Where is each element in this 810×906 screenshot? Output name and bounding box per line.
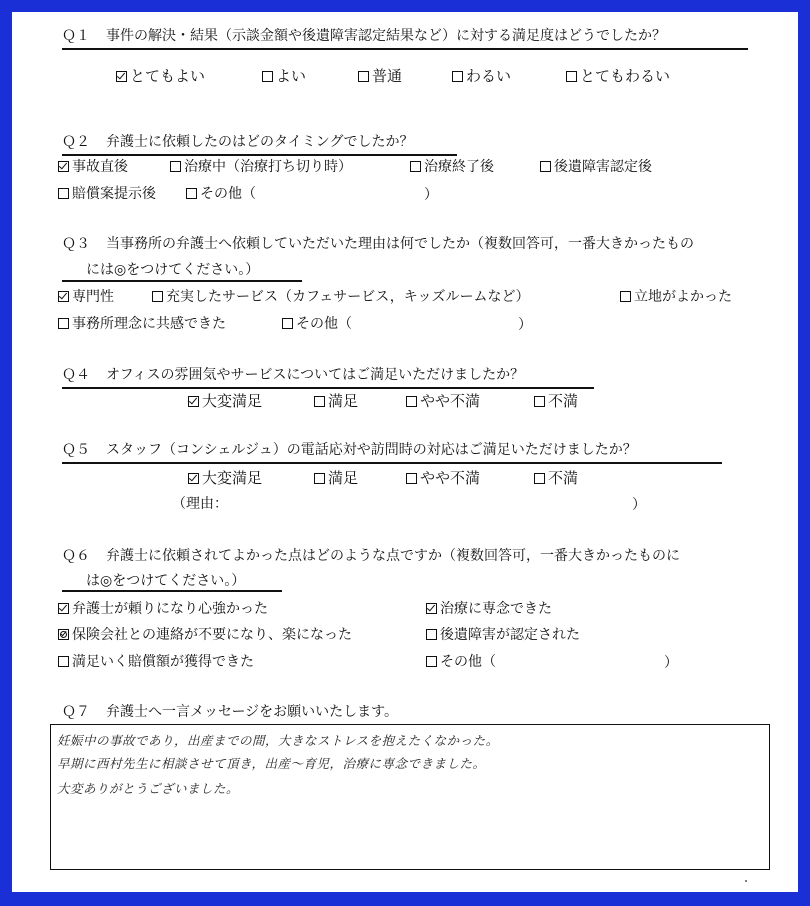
q3-title-line2: には◎をつけてください。）: [86, 262, 260, 278]
q5-option-1[interactable]: 満足: [314, 468, 358, 488]
q1-number: Ｑ１: [62, 28, 90, 44]
q6-underline: [62, 590, 282, 592]
q1-option-3[interactable]: わるい: [452, 66, 511, 86]
q1-option-4[interactable]: とてもわるい: [566, 66, 670, 86]
q7-number: Ｑ７: [62, 704, 90, 720]
checkbox-icon[interactable]: [186, 188, 197, 199]
q5-option-3[interactable]: 不満: [534, 468, 578, 488]
checkbox-icon[interactable]: [314, 396, 325, 407]
checkbox-icon[interactable]: [534, 473, 545, 484]
message-line-2: 早期に西村先生に相談させて頂き，出産〜育児，治療に専念できました。: [57, 756, 486, 771]
q2-option-4[interactable]: 賠償案提示後: [58, 184, 156, 204]
checkbox-icon[interactable]: [170, 161, 181, 172]
q1-underline: [62, 48, 748, 50]
q2-number: Ｑ２: [62, 134, 90, 150]
q3-close-paren: ）: [518, 317, 532, 333]
checkbox-icon[interactable]: [188, 473, 199, 484]
checkbox-icon[interactable]: [58, 603, 69, 614]
q6-option-4[interactable]: 満足いく賠償額が獲得できた: [58, 652, 254, 672]
q2-option-3[interactable]: 後遺障害認定後: [540, 157, 652, 177]
checkbox-icon[interactable]: [452, 71, 463, 82]
q2-option-5[interactable]: その他（: [186, 184, 256, 204]
q1-text: 事件の解決・結果（示談金額や後遺障害認定結果など）に対する満足度はどうでしたか？: [106, 28, 666, 44]
q2-option-1[interactable]: 治療中（治療打ち切り時）: [170, 157, 352, 177]
q6-number: Ｑ６: [62, 548, 90, 564]
q7-text: 弁護士へ一言メッセージをお願いいたします。: [106, 704, 399, 720]
q6-option-3[interactable]: 後遺障害が認定された: [426, 625, 580, 645]
checkbox-icon[interactable]: [116, 71, 127, 82]
q1-option-0[interactable]: とてもよい: [116, 66, 205, 86]
q3-option-2[interactable]: 立地がよかった: [620, 287, 732, 307]
q6-option-0[interactable]: 弁護士が頼りになり心強かった: [58, 599, 268, 619]
q2-title: [62, 132, 413, 152]
checkbox-icon[interactable]: [58, 629, 69, 640]
q3-option-1[interactable]: 充実したサービス（カフェサービス，キッズルームなど）: [152, 287, 529, 307]
checkbox-icon[interactable]: [406, 473, 417, 484]
q2-text: 弁護士に依頼したのはどのタイミングでしたか？: [106, 134, 414, 150]
q2-underline: [62, 154, 457, 156]
checkbox-icon[interactable]: [58, 318, 69, 329]
q6-option-2[interactable]: 保険会社との連絡が不要になり、楽になった: [58, 625, 352, 645]
q4-title: [62, 365, 524, 385]
q6-option-1[interactable]: 治療に専念できた: [426, 599, 552, 619]
checkbox-icon[interactable]: [58, 656, 69, 667]
q2-option-0[interactable]: 事故直後: [58, 157, 128, 177]
q4-underline: [62, 387, 594, 389]
q6-title-line2: は◎をつけてください。）: [86, 573, 246, 589]
checkbox-icon[interactable]: [358, 71, 369, 82]
q6-option-5[interactable]: その他（: [426, 652, 496, 672]
q3-option-4[interactable]: その他（: [282, 314, 352, 334]
checkbox-icon[interactable]: [426, 603, 437, 614]
checkbox-icon[interactable]: [282, 318, 293, 329]
q5-close-paren: ）: [632, 497, 646, 513]
message-box[interactable]: [50, 724, 770, 870]
q3-option-3[interactable]: 事務所理念に共感できた: [58, 314, 226, 334]
checkbox-icon[interactable]: [58, 291, 69, 302]
checkbox-icon[interactable]: [262, 71, 273, 82]
checkbox-icon[interactable]: [188, 396, 199, 407]
checkbox-icon[interactable]: [58, 188, 69, 199]
checkbox-icon[interactable]: [620, 291, 631, 302]
q5-option-0[interactable]: 大変満足: [188, 468, 262, 488]
q4-number: Ｑ４: [62, 367, 90, 383]
message-line-3: 大変ありがとうございました。: [57, 781, 240, 796]
q6-close-paren: ）: [664, 655, 678, 671]
speck-dot: [745, 880, 747, 882]
q5-text: スタッフ（コンシェルジュ）の電話応対や訪問時の対応はご満足いただけましたか？: [106, 442, 637, 458]
q1-option-2[interactable]: 普通: [358, 66, 402, 86]
q3-text-line1: 当事務所の弁護士へ依頼していただいた理由は何でしたか（複数回答可，一番大きかったもの: [106, 236, 694, 252]
q4-option-2[interactable]: やや不満: [406, 391, 480, 411]
q4-option-0[interactable]: 大変満足: [188, 391, 262, 411]
checkbox-icon[interactable]: [58, 161, 69, 172]
q3-option-0[interactable]: 専門性: [58, 287, 114, 307]
checkbox-icon[interactable]: [566, 71, 577, 82]
survey-sheet: [12, 12, 798, 892]
checkbox-icon[interactable]: [152, 291, 163, 302]
checkbox-icon[interactable]: [426, 629, 437, 640]
q6-text-line1: 弁護士に依頼されてよかった点はどのような点ですか（複数回答可，一番大きかったものに: [106, 548, 680, 564]
q1-option-1[interactable]: よい: [262, 66, 306, 86]
q4-option-1[interactable]: 満足: [314, 391, 358, 411]
q2-close-paren: ）: [424, 187, 438, 203]
q5-option-2[interactable]: やや不満: [406, 468, 480, 488]
q3-title: [62, 234, 694, 254]
q5-underline: [62, 462, 722, 464]
q4-option-3[interactable]: 不満: [534, 391, 578, 411]
q3-underline: [62, 280, 302, 282]
checkbox-icon[interactable]: [426, 656, 437, 667]
q5-reason-label: （理由：: [172, 496, 228, 512]
q4-text: オフィスの雰囲気やサービスについてはご満足いただけましたか？: [106, 367, 525, 383]
q3-number: Ｑ３: [62, 236, 90, 252]
q5-title: [62, 440, 637, 460]
checkbox-icon[interactable]: [540, 161, 551, 172]
q7-title: [62, 702, 398, 722]
message-line-1: 妊娠中の事故であり，出産までの間，大きなストレスを抱えたくなかった。: [57, 733, 499, 748]
checkbox-icon[interactable]: [534, 396, 545, 407]
checkbox-icon[interactable]: [410, 161, 421, 172]
q5-number: Ｑ５: [62, 442, 90, 458]
checkbox-icon[interactable]: [314, 473, 325, 484]
q2-option-2[interactable]: 治療終了後: [410, 157, 494, 177]
checkbox-icon[interactable]: [406, 396, 417, 407]
q6-title: [62, 546, 680, 566]
q1-title: [62, 26, 666, 46]
